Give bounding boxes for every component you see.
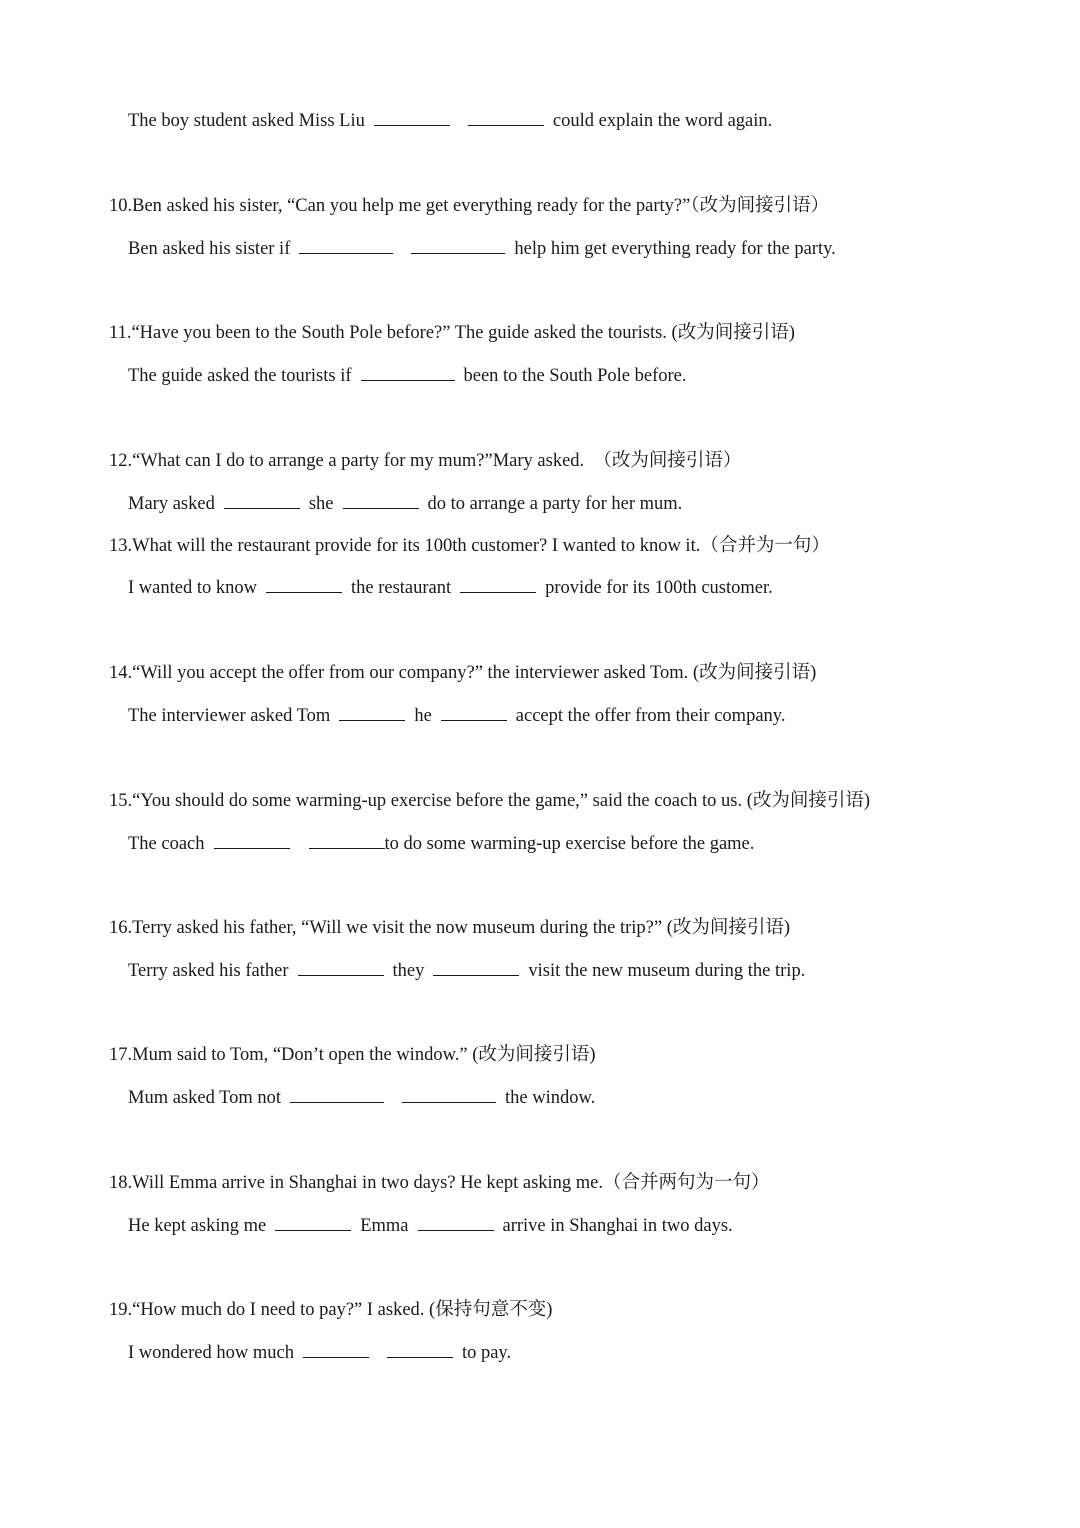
answer-blank[interactable] — [433, 959, 519, 976]
answer-line-12 — [128, 492, 682, 516]
answer-text: He kept asking me — [128, 1216, 267, 1236]
answer-blank[interactable] — [214, 832, 290, 849]
question-19: 19.“How much do I need to pay?” I asked. (保持句意不变) — [109, 1300, 553, 1320]
answer-blank[interactable] — [275, 1214, 351, 1231]
answer-text: Ben asked his sister if — [128, 239, 291, 259]
answer-blank[interactable] — [374, 109, 450, 126]
answer-blank[interactable] — [402, 1086, 496, 1103]
answer-text: I wondered how much — [128, 1343, 294, 1363]
answer-blank[interactable] — [387, 1341, 453, 1358]
answer-line-13 — [128, 576, 773, 600]
question-12: 12.“What can I do to arrange a party for my mum?”Mary asked. （改为间接引语） — [109, 451, 742, 471]
answer-blank[interactable] — [298, 959, 384, 976]
answer-text: to do some warming-up exercise before the game. — [384, 834, 755, 854]
answer-text: could explain the word again. — [552, 111, 773, 131]
answer-text: she — [308, 494, 334, 514]
answer-line-17 — [128, 1086, 595, 1110]
answer-text: The interviewer asked Tom — [128, 706, 331, 726]
question-13: 13.What will the restaurant provide for its 100th customer? I wanted to know it.（合并为一句） — [109, 536, 830, 556]
question-11: 11.“Have you been to the South Pole before?” The guide asked the tourists. (改为间接引语) — [109, 323, 795, 343]
answer-text: he — [414, 706, 432, 726]
answer-blank[interactable] — [309, 832, 385, 849]
answer-blank[interactable] — [468, 109, 544, 126]
answer-text: visit the new museum during the trip. — [528, 961, 806, 981]
question-17: 17.Mum said to Tom, “Don’t open the window.” (改为间接引语) — [109, 1045, 596, 1065]
answer-blank[interactable] — [411, 237, 505, 254]
answer-text: the window. — [505, 1088, 596, 1108]
answer-blank[interactable] — [266, 576, 342, 593]
answer-text: to pay. — [461, 1343, 512, 1363]
answer-blank[interactable] — [343, 492, 419, 509]
answer-line-18 — [128, 1214, 733, 1238]
answer-text: The guide asked the tourists if — [128, 366, 352, 386]
answer-text: The boy student asked Miss Liu — [128, 111, 365, 131]
answer-text: provide for its 100th customer. — [545, 578, 773, 598]
answer-text: Mum asked Tom not — [128, 1088, 282, 1108]
answer-text: do to arrange a party for her mum. — [427, 494, 683, 514]
answer-line-19 — [128, 1341, 511, 1365]
answer-blank[interactable] — [418, 1214, 494, 1231]
question-10: 10.Ben asked his sister, “Can you help me get everything ready for the party?”（改为间接引语） — [109, 196, 830, 216]
question-15: 15.“You should do some warming-up exercise before the game,” said the coach to us. (改为间接引语) — [109, 791, 871, 811]
answer-blank[interactable] — [441, 704, 507, 721]
answer-text: I wanted to know — [128, 578, 257, 598]
answer-line-16 — [128, 959, 805, 983]
question-14: 14.“Will you accept the offer from our company?” the interviewer asked Tom. (改为间接引语) — [109, 663, 817, 683]
answer-text: Mary asked — [128, 494, 215, 514]
answer-text: accept the offer from their company. — [515, 706, 786, 726]
answer-text: they — [392, 961, 425, 981]
answer-blank[interactable] — [361, 364, 455, 381]
answer-blank[interactable] — [303, 1341, 369, 1358]
answer-blank[interactable] — [339, 704, 405, 721]
answer-line-15 — [128, 832, 754, 856]
answer-text: help him get everything ready for the party. — [514, 239, 836, 259]
answer-blank[interactable] — [460, 576, 536, 593]
answer-text: arrive in Shanghai in two days. — [502, 1216, 733, 1236]
answer-line-14 — [128, 704, 785, 728]
answer-text: The coach — [128, 834, 205, 854]
answer-line-10 — [128, 237, 836, 261]
answer-text: Terry asked his father — [128, 961, 289, 981]
question-16: 16.Terry asked his father, “Will we visit the now museum during the trip?” (改为间接引语) — [109, 918, 791, 938]
answer-line-9 — [128, 109, 772, 133]
question-18: 18.Will Emma arrive in Shanghai in two days? He kept asking me.（合并两句为一句） — [109, 1173, 770, 1193]
answer-text: been to the South Pole before. — [463, 366, 687, 386]
answer-text: Emma — [360, 1216, 409, 1236]
answer-blank[interactable] — [224, 492, 300, 509]
answer-line-11 — [128, 364, 686, 388]
answer-blank[interactable] — [299, 237, 393, 254]
answer-blank[interactable] — [290, 1086, 384, 1103]
answer-text: the restaurant — [350, 578, 452, 598]
